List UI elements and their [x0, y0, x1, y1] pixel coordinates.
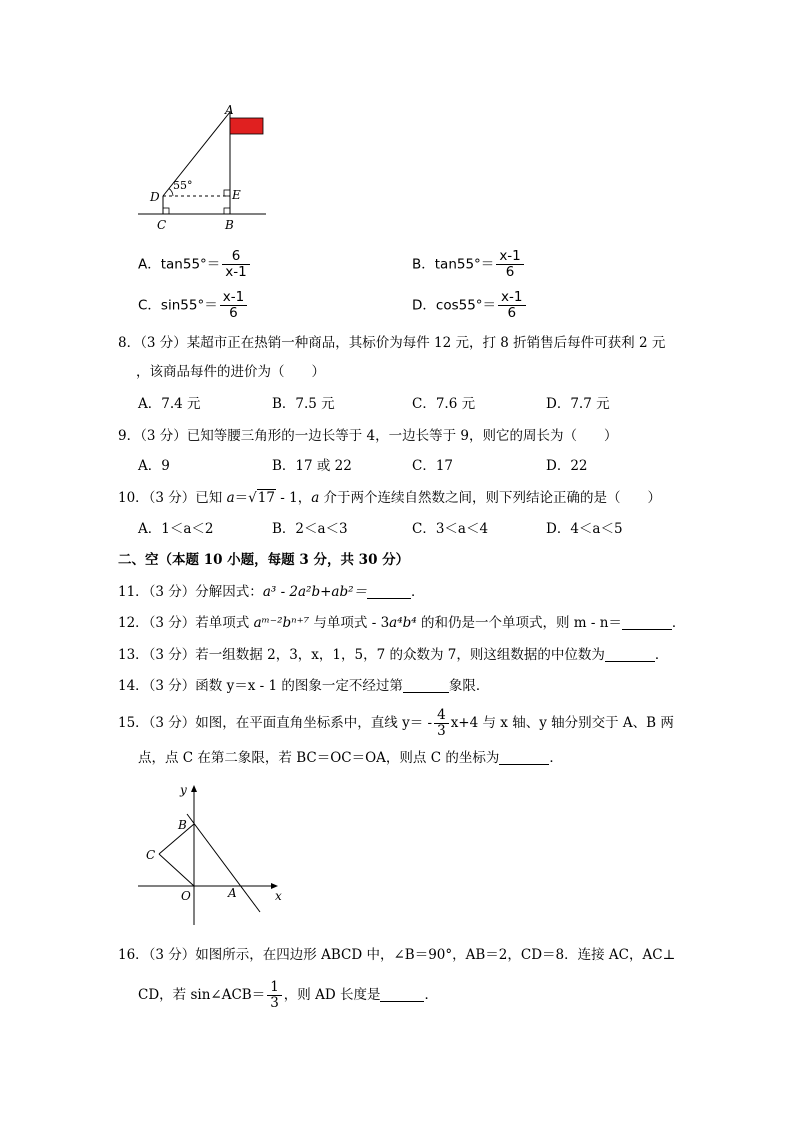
segment-oc: [159, 854, 194, 886]
segment-bc: [159, 824, 194, 854]
q12-line: 12．（3 分）若单项式 aᵐ⁻²bⁿ⁺⁷ 与单项式 - 3a⁴b⁴ 的和仍是一个单项式，则 m - n＝ ．: [118, 615, 686, 631]
q8-option-d: D．7.7 元: [546, 396, 610, 412]
q9-line1: 9．（3 分）已知等腰三角形的一边长等于 4，一边长等于 9，则它的周长为（ ）: [118, 428, 618, 444]
coordinate-figure: [132, 780, 292, 930]
q13-answer-blank[interactable]: [605, 647, 655, 662]
q7-option-c: C．sin55°＝ $\frac{x-1}{6}$: [138, 290, 249, 321]
q7-option-d: D．cos55°＝ $\frac{x-1}{6}$: [412, 290, 528, 321]
y-axis-arrow: [191, 785, 197, 792]
q7-option-b: B．tan55°＝ $\frac{x-1}{6}$: [412, 249, 526, 280]
right-angle-e: [224, 190, 230, 196]
label-o: O: [181, 889, 191, 903]
q8-option-a: A．7.4 元: [138, 396, 201, 412]
q16-line2: CD，若 sin∠ACB＝ $\frac{1}{3}$ ，则 AD 长度是 ．: [138, 979, 438, 1011]
sqrt-17: 17: [257, 490, 275, 506]
q7-option-a: A．tan55°＝ $\frac{6}{x-1}$: [138, 249, 252, 280]
q15-line1: 15．（3 分）如图，在平面直角坐标系中，直线 y＝ - $\frac{4}{3}$ x+4 与 x 轴、y 轴分别交于 A、B 两: [118, 707, 674, 739]
q10-line1: 10．（3 分）已知 a＝√17 - 1，a 介于两个连续自然数之间，则下列结论正确的是（ ）: [118, 490, 662, 506]
label-d: D: [150, 190, 160, 204]
q8-option-c: C．7.6 元: [412, 396, 476, 412]
flagpole-figure: [128, 102, 278, 237]
q10-option-a: A．1＜a＜2: [138, 521, 214, 537]
q15-line2: 点，点 C 在第二象限，若 BC＝OC＝OA，则点 C 的坐标为 ．: [138, 750, 563, 766]
label-a: A: [225, 103, 234, 117]
q9-option-a: A．9: [138, 458, 170, 474]
label-a: A: [228, 886, 237, 900]
label-c: C: [157, 218, 167, 232]
q9-option-b: B．17 或 22: [272, 458, 352, 474]
q8-option-b: B．7.5 元: [272, 396, 335, 412]
label-e: E: [232, 188, 241, 202]
right-angle-b: [224, 208, 230, 214]
q14-answer-blank[interactable]: [403, 678, 449, 693]
label-b: B: [225, 218, 234, 232]
q9-option-d: D．22: [546, 458, 588, 474]
q11-answer-blank[interactable]: [367, 584, 411, 599]
q12-answer-blank[interactable]: [622, 615, 672, 630]
line-ab: [187, 814, 260, 912]
label-angle: 55°: [173, 179, 193, 192]
q16-line1: 16．（3 分）如图所示，在四边形 ABCD 中，∠B＝90°，AB＝2，CD＝8．连接 AC，AC⊥: [118, 947, 676, 963]
section2-title: 二、空（本题 10 小题，每题 3 分，共 30 分）: [118, 552, 410, 568]
q11-line: 11．（3 分）分解因式：a³ - 2a²b+ab²＝ ．: [118, 584, 425, 600]
q9-option-c: C．17: [412, 458, 454, 474]
flag: [230, 118, 263, 134]
right-angle-c: [163, 208, 169, 214]
q10-option-c: C．3＜a＜4: [412, 521, 489, 537]
q8-line1: 8．（3 分）某超市正在热销一种商品，其标价为每件 12 元，打 8 折销售后每件可获利 2 元: [118, 335, 666, 351]
label-x: x: [275, 889, 282, 903]
q8-line2: ，该商品每件的进价为（ ）: [136, 364, 325, 380]
q10-option-b: B．2＜a＜3: [272, 521, 348, 537]
q13-line: 13．（3 分）若一组数据 2，3，x，1，5，7 的众数为 7，则这组数据的中位数为 ．: [118, 647, 669, 663]
label-b: B: [178, 818, 187, 832]
q14-line: 14．（3 分）函数 y＝x - 1 的图象一定不经过第 象限．: [118, 678, 490, 694]
q10-option-d: D．4＜a＜5: [546, 521, 623, 537]
q16-answer-blank[interactable]: [380, 987, 424, 1002]
label-c: C: [146, 848, 156, 862]
label-y: y: [180, 783, 187, 797]
q15-answer-blank[interactable]: [499, 750, 549, 765]
